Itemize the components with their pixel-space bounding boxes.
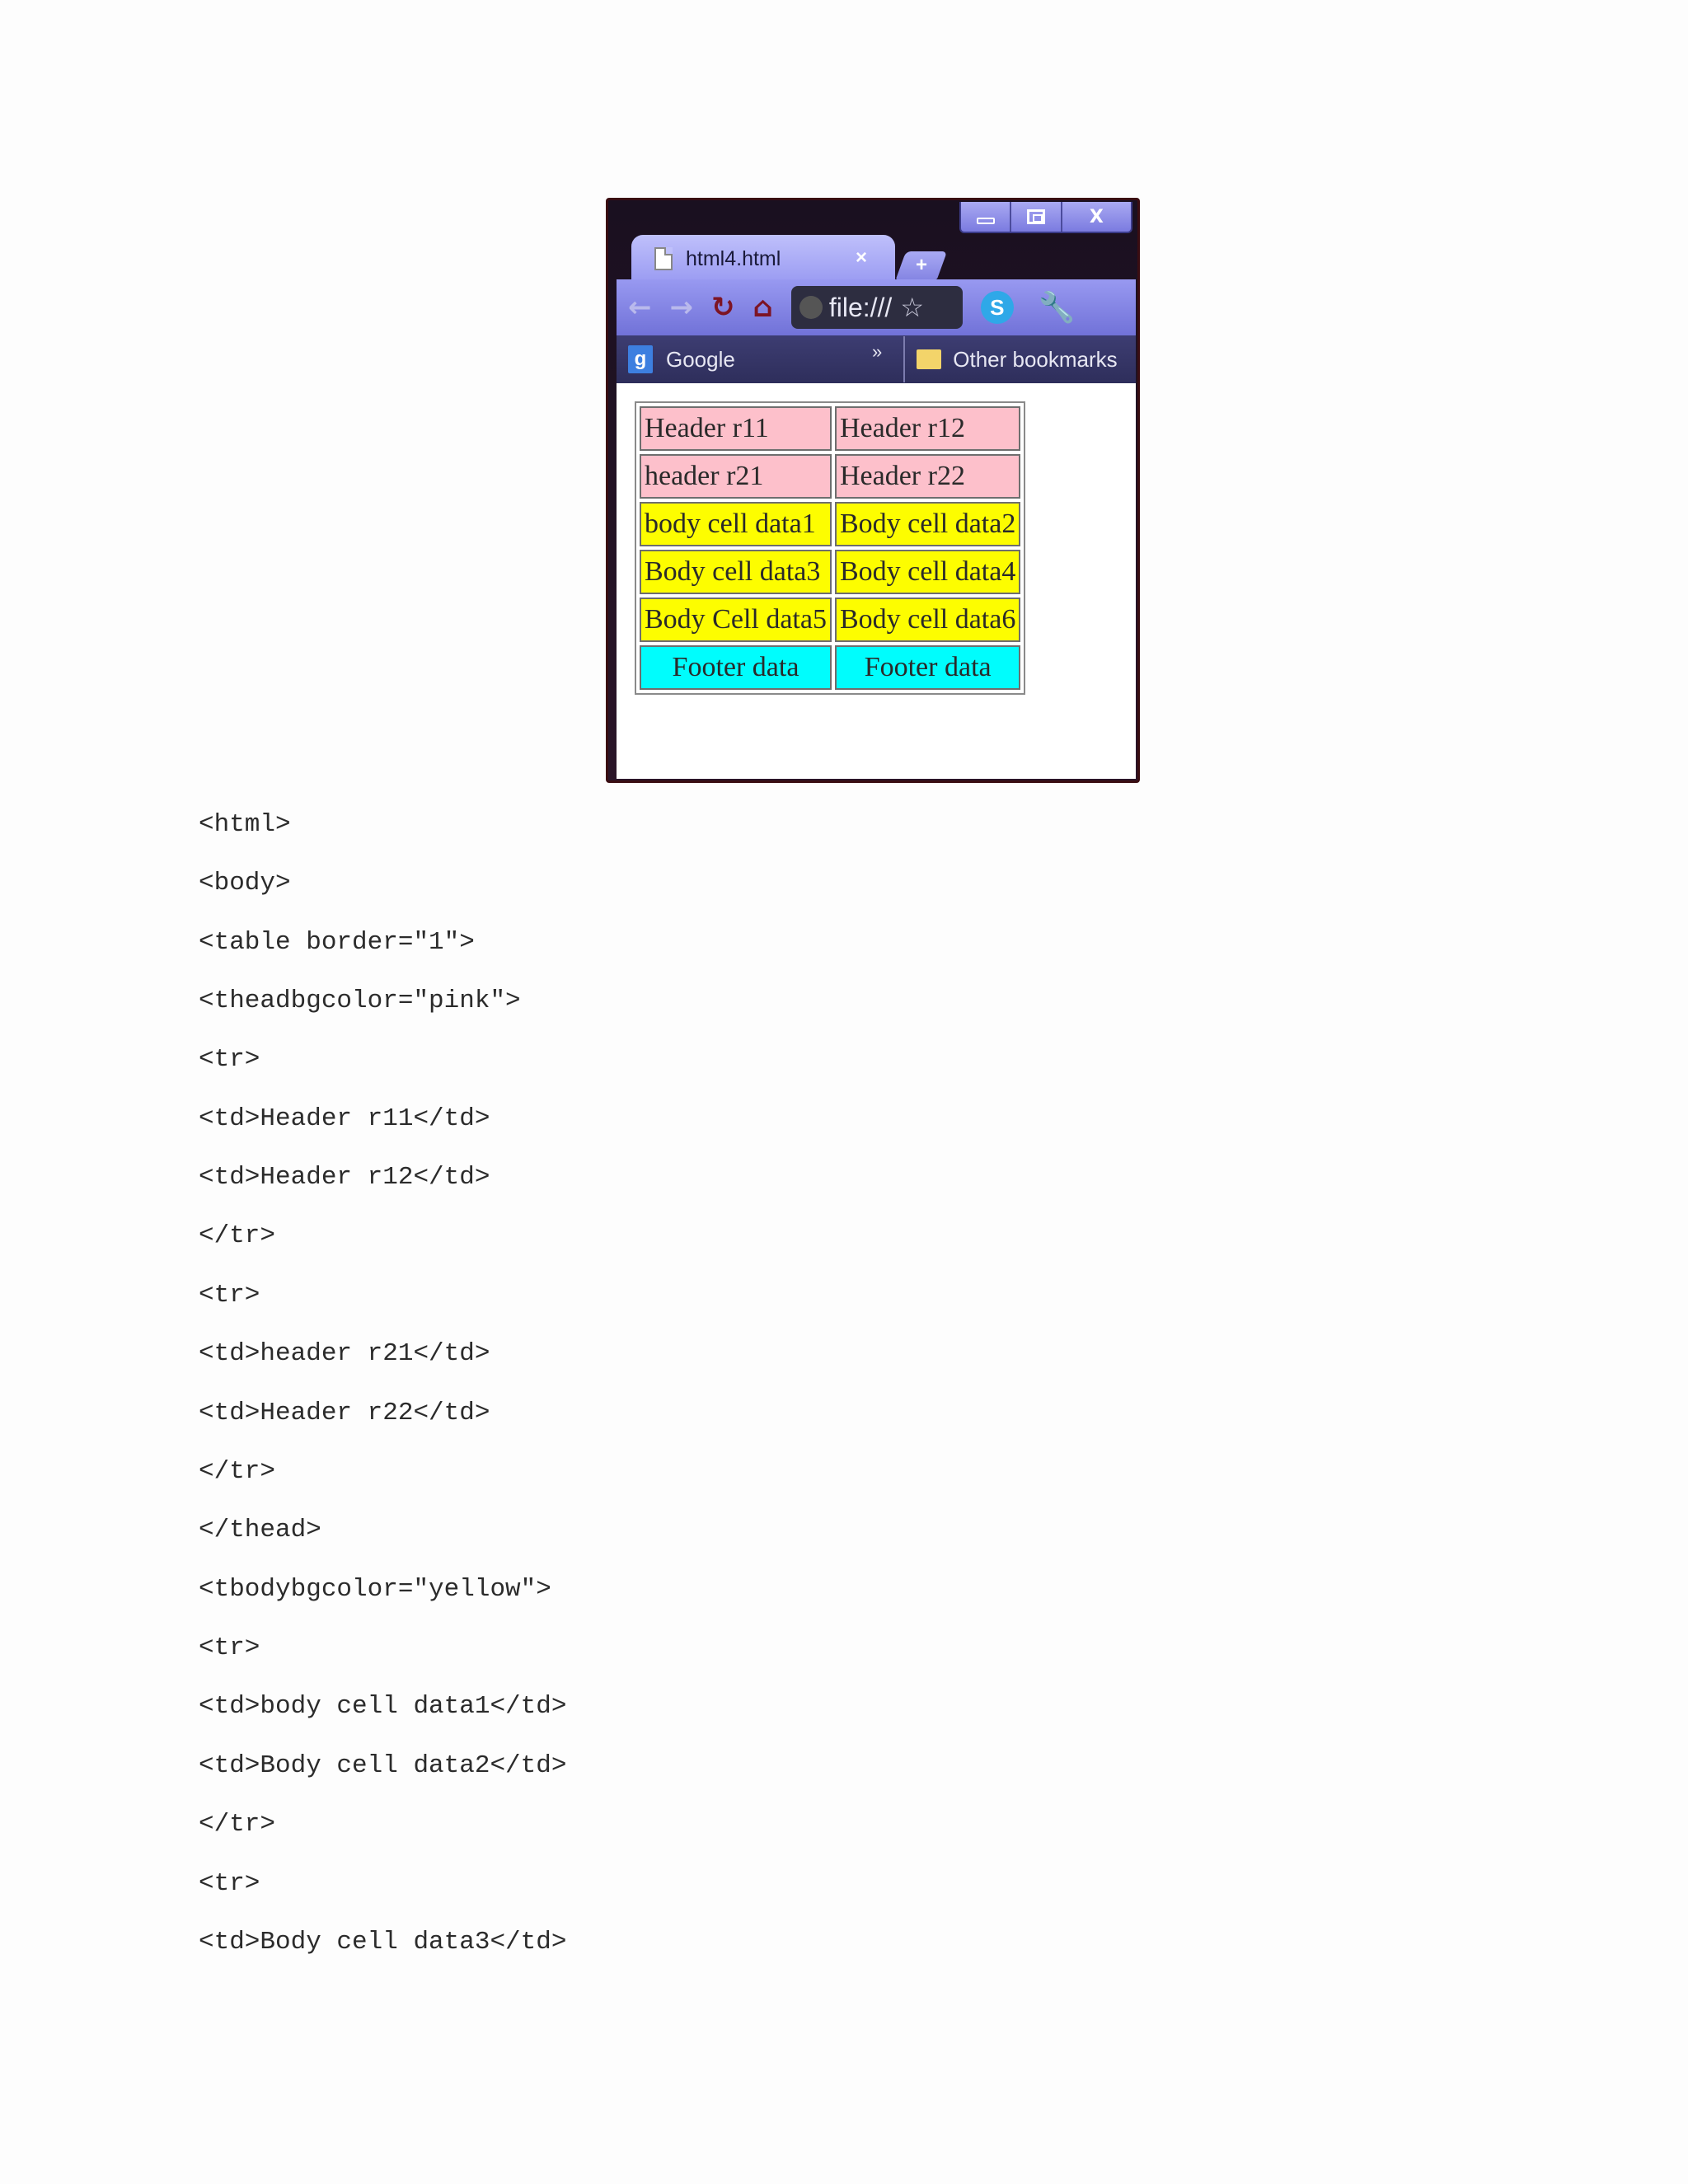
- table-cell: Header r12: [835, 406, 1020, 451]
- code-line: <html>: [199, 810, 291, 839]
- forward-arrow-icon[interactable]: →: [669, 291, 693, 324]
- browser-tab[interactable]: [631, 235, 895, 283]
- table-cell: Footer data: [835, 645, 1020, 690]
- minimize-button[interactable]: [961, 202, 1010, 232]
- code-line: </thead>: [199, 1516, 321, 1544]
- window-controls: [959, 202, 1132, 233]
- code-line: <tr>: [199, 1633, 260, 1662]
- new-tab-button[interactable]: [896, 251, 947, 279]
- code-line: <table border="1">: [199, 928, 475, 957]
- maximize-icon: [1027, 209, 1045, 224]
- table-row: [640, 406, 1020, 451]
- table-row: [640, 502, 1020, 546]
- close-button[interactable]: [1061, 202, 1131, 232]
- home-icon[interactable]: ⌂: [753, 291, 773, 324]
- skype-icon[interactable]: S: [981, 291, 1014, 324]
- close-icon: X: [1089, 206, 1104, 227]
- address-text: file:///: [828, 292, 893, 322]
- code-line: <td>Header r11</td>: [199, 1104, 490, 1133]
- address-bar[interactable]: [791, 286, 963, 329]
- plus-icon: +: [915, 254, 927, 276]
- bookmarks-bar: [617, 335, 1136, 383]
- bookmarks-divider: [903, 336, 905, 382]
- document-icon: [654, 247, 673, 270]
- folder-icon: [917, 349, 941, 369]
- table-row: [640, 645, 1020, 690]
- table-cell: header r21: [640, 454, 832, 499]
- browser-toolbar: [617, 279, 1136, 335]
- table-row: [640, 598, 1020, 642]
- reload-icon[interactable]: ↻: [711, 291, 735, 324]
- table-cell: Body cell data6: [835, 598, 1020, 642]
- code-line: <td>Body cell data3</td>: [199, 1928, 567, 1957]
- maximize-button[interactable]: [1010, 202, 1060, 232]
- code-line: <td>Header r22</td>: [199, 1399, 490, 1427]
- globe-icon: [799, 296, 823, 319]
- table-cell: Header r11: [640, 406, 832, 451]
- demo-table: [635, 401, 1025, 695]
- code-line: <td>header r21</td>: [199, 1339, 490, 1368]
- code-line: </tr>: [199, 1810, 276, 1839]
- table-cell: Footer data: [640, 645, 832, 690]
- browser-screenshot: [606, 198, 1140, 783]
- code-line: </tr>: [199, 1221, 276, 1250]
- tab-title: html4.html: [686, 246, 781, 270]
- code-line: <td>Header r12</td>: [199, 1163, 490, 1192]
- code-line: <tr>: [199, 1281, 260, 1310]
- star-icon[interactable]: ☆: [900, 293, 924, 322]
- code-line: </tr>: [199, 1457, 276, 1486]
- code-line: <theadbgcolor="pink">: [199, 987, 521, 1015]
- table-cell: Body cell data3: [640, 550, 832, 594]
- minimize-icon: [977, 218, 995, 224]
- back-arrow-icon[interactable]: ←: [628, 291, 652, 324]
- table-row: [640, 454, 1020, 499]
- google-icon: g: [628, 345, 653, 373]
- tab-close-icon[interactable]: ×: [855, 246, 867, 269]
- page-content: [617, 383, 1136, 779]
- code-line: <tr>: [199, 1045, 260, 1074]
- table-row: [640, 550, 1020, 594]
- table-cell: Body cell data2: [835, 502, 1020, 546]
- table-cell: Body cell data4: [835, 550, 1020, 594]
- wrench-icon[interactable]: 🔧: [1038, 291, 1076, 325]
- table-cell: Header r22: [835, 454, 1020, 499]
- code-line: <td>body cell data1</td>: [199, 1692, 567, 1721]
- bookmark-other[interactable]: Other bookmarks: [953, 346, 1118, 372]
- bookmarks-overflow-icon[interactable]: »: [872, 341, 883, 362]
- table-cell: body cell data1: [640, 502, 832, 546]
- code-line: <tbodybgcolor="yellow">: [199, 1575, 551, 1604]
- code-line: <body>: [199, 869, 291, 898]
- bookmark-google[interactable]: Google: [666, 346, 735, 372]
- code-line: <tr>: [199, 1869, 260, 1898]
- table-cell: Body Cell data5: [640, 598, 832, 642]
- code-line: <td>Body cell data2</td>: [199, 1751, 567, 1780]
